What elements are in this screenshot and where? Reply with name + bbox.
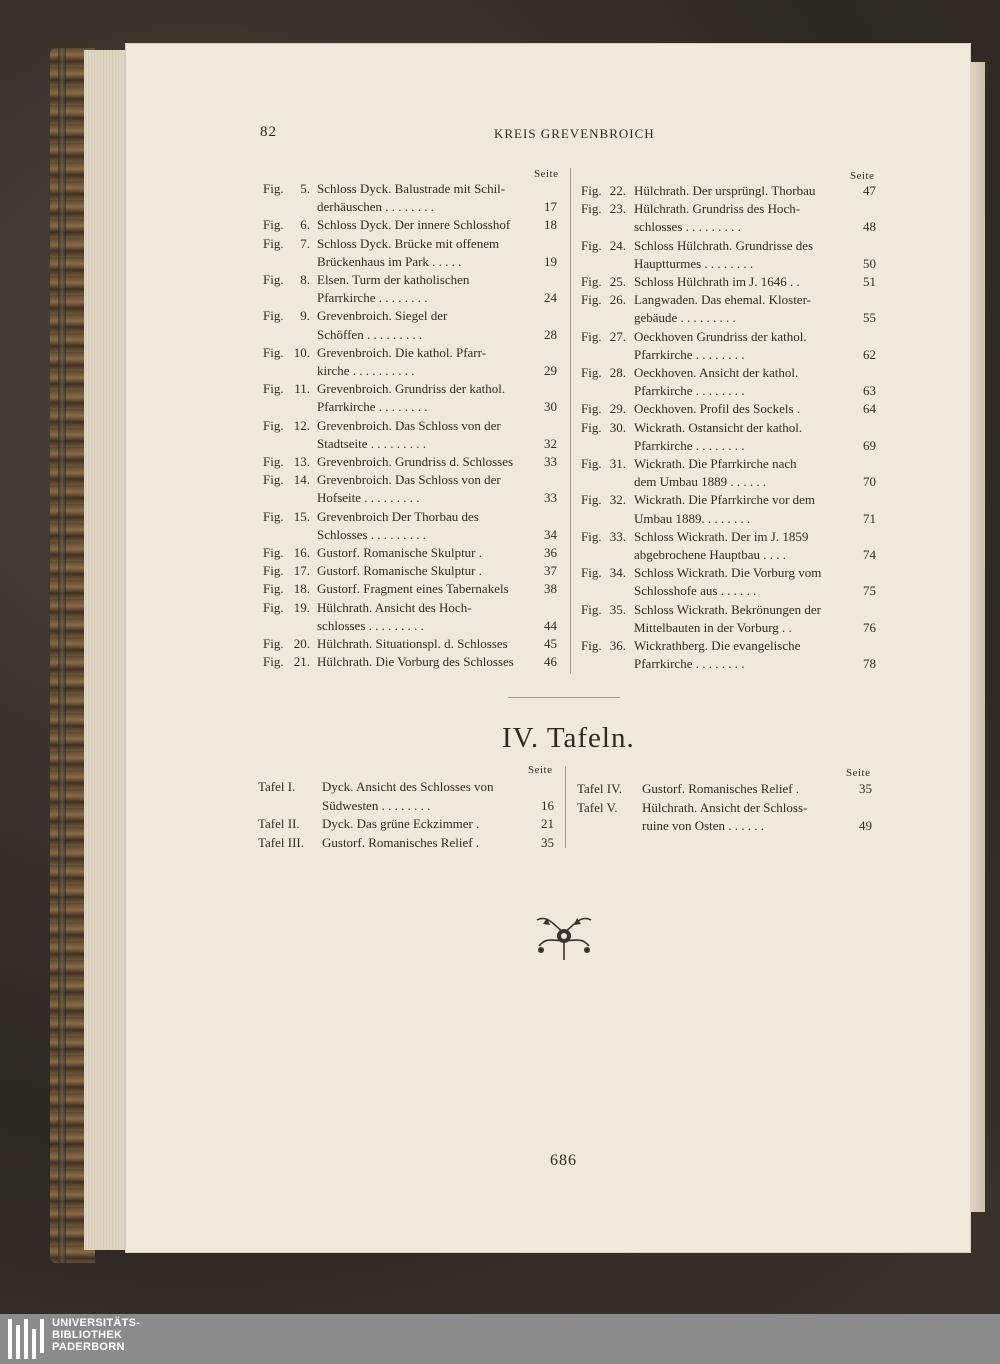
figure-number: 27. [609, 328, 626, 344]
plate-label: Tafel IV. [577, 781, 623, 796]
figure-title-line: Schloss Hülchrath. Grundrisse des [634, 237, 814, 253]
figure-label: Fig. [263, 508, 284, 524]
figure-label: Fig. [581, 492, 602, 508]
figure-page-number: 78 [863, 656, 876, 672]
library-footer-bar [0, 1314, 1000, 1364]
figure-label: Fig. [581, 292, 602, 308]
library-name-line2: BIBLIOTHEK [52, 1329, 123, 1341]
figure-page-number: 70 [863, 474, 876, 490]
figure-label: Fig. [263, 235, 284, 251]
plate-page-number: 35 [541, 834, 554, 850]
figure-number: 5. [300, 181, 310, 196]
library-name-line1: UNIVERSITÄTS- [52, 1317, 141, 1329]
page-edges [84, 50, 130, 1250]
figure-page-number: 46 [544, 654, 557, 670]
figure-page-number: 64 [863, 401, 876, 417]
figure-number: 36. [609, 638, 626, 653]
figure-page-number: 44 [544, 617, 557, 633]
figure-label: Fig. [263, 581, 284, 597]
figure-label: Fig. [581, 274, 602, 289]
figure-label: Fig. [581, 401, 602, 417]
figure-label: Fig. [263, 545, 284, 560]
figure-page-number: 28 [544, 326, 557, 342]
figure-title-line: Oeckhoven Grundriss der kathol. [634, 328, 807, 344]
figure-label: Fig. [263, 344, 284, 360]
figure-label: Fig. [581, 565, 602, 581]
figure-label: Fig. [263, 636, 284, 651]
figure-number: 14. [293, 472, 310, 488]
column-divider [570, 168, 571, 674]
figure-title-line: Schloss Wickrath. Bekrönungen der [634, 601, 821, 617]
figure-label: Fig. [263, 472, 284, 488]
figure-title-line: Schloss Dyck. Balustrade mit Schil- [317, 181, 506, 196]
figure-title-line: gebäude . . . . . . . . . [634, 310, 736, 326]
figure-title-line: Schloss Hülchrath im J. 1646 . . [634, 274, 800, 289]
plate-title-line: ruine von Osten . . . . . . [642, 818, 765, 833]
library-logo-icon [8, 1319, 44, 1359]
library-name [52, 1317, 140, 1353]
section-separator [508, 697, 620, 698]
figure-page-number: 18 [544, 217, 557, 233]
figure-number: 30. [609, 419, 626, 435]
figure-label: Fig. [263, 217, 284, 233]
figure-label: Fig. [263, 417, 284, 433]
figure-number: 6. [300, 217, 310, 233]
figure-label: Fig. [581, 638, 602, 653]
seite-label-left: Seite [534, 168, 559, 180]
figure-number: 18. [293, 581, 310, 597]
figure-number: 9. [300, 308, 310, 324]
figure-title-line: Pfarrkirche . . . . . . . . [634, 383, 745, 399]
figure-number: 17. [293, 563, 310, 579]
figure-title-line: dem Umbau 1889 . . . . . . [634, 474, 767, 490]
figure-page-number: 32 [544, 435, 557, 451]
figure-title-line: Pfarrkirche . . . . . . . . [634, 656, 745, 672]
figure-label: Fig. [581, 183, 602, 198]
figure-page-number: 34 [544, 526, 557, 542]
figure-label: Fig. [581, 365, 602, 380]
figure-title-line: Pfarrkirche . . . . . . . . [317, 399, 428, 415]
figure-label: Fig. [263, 308, 284, 324]
figure-title-line: Pfarrkirche . . . . . . . . [634, 437, 745, 453]
figure-title-line: Wickrath. Ostansicht der kathol. [634, 419, 803, 435]
plate-title-line: Gustorf. Romanisches Relief . [322, 834, 480, 850]
figure-title-line: abgebrochene Hauptbau . . . . [634, 547, 786, 562]
seite-label-right: Seite [850, 170, 875, 182]
figure-page-number: 51 [863, 274, 876, 289]
figure-number: 24. [609, 237, 626, 253]
figure-number: 34. [609, 565, 626, 581]
figure-title-line: schlosses . . . . . . . . . [317, 617, 424, 633]
figure-number: 13. [293, 454, 310, 469]
running-title: KREIS GREVENBROICH [494, 126, 655, 141]
figure-title-line: Schloss Dyck. Der innere Schlosshof [317, 217, 511, 233]
figure-page-number: 45 [544, 636, 557, 651]
figure-number: 7. [300, 235, 310, 251]
figure-title-line: Grevenbroich. Grundriss d. Schlosses [317, 454, 514, 469]
figure-title-line: Hauptturmes . . . . . . . . [634, 255, 754, 271]
figure-number: 28. [609, 365, 626, 380]
figure-page-number: 33 [544, 454, 557, 469]
plate-page-number: 21 [541, 816, 554, 831]
figure-page-number: 37 [544, 563, 557, 579]
figure-page-number: 24 [544, 290, 557, 306]
figure-number: 19. [293, 599, 310, 615]
figure-title-line: kirche . . . . . . . . . . [317, 363, 415, 378]
figure-title-line: Grevenbroich. Das Schloss von der [317, 472, 501, 488]
figure-page-number: 62 [863, 346, 876, 362]
figure-title-line: Wickrath. Die Pfarrkirche nach [634, 456, 797, 471]
figure-number: 26. [609, 292, 626, 308]
plate-page-number: 49 [859, 818, 872, 833]
figure-number: 10. [293, 344, 310, 360]
figure-title-line: Schlosshofe aus . . . . . . [634, 583, 757, 599]
figure-number: 8. [300, 272, 310, 287]
figure-label: Fig. [581, 201, 602, 217]
plates-column-divider [565, 766, 566, 848]
figure-title-line: Grevenbroich. Das Schloss von der [317, 417, 501, 433]
figure-title-line: Grevenbroich Der Thorbau des [317, 508, 479, 524]
plate-title-line: Hülchrath. Ansicht der Schloss- [642, 799, 808, 815]
figure-title-line: Schöffen . . . . . . . . . [317, 326, 423, 342]
figure-title-line: Schloss Wickrath. Der im J. 1859 [634, 528, 809, 544]
figure-page-number: 76 [863, 619, 876, 635]
figure-title-line: Mittelbauten in der Vorburg . . [634, 619, 792, 635]
figure-page-number: 19 [544, 253, 557, 269]
figure-label: Fig. [581, 237, 602, 253]
figure-title-line: Schloss Wickrath. Die Vorburg vom [634, 565, 822, 581]
figure-page-number: 33 [544, 490, 557, 506]
figure-page-number: 55 [863, 310, 876, 326]
figure-title-line: Oeckhoven. Profil des Sockels . [634, 401, 801, 417]
page-number-header: 82 [260, 124, 277, 140]
figure-title-line: Wickrath. Die Pfarrkirche vor dem [634, 492, 816, 508]
figure-title-line: Grevenbroich. Die kathol. Pfarr- [317, 344, 487, 360]
figure-number: 12. [293, 417, 310, 433]
figure-title-line: Gustorf. Fragment eines Tabernakels [317, 581, 509, 597]
figure-title-line: Hülchrath. Ansicht des Hoch- [317, 599, 472, 615]
figure-page-number: 38 [544, 581, 557, 597]
figure-page-number: 47 [863, 183, 876, 198]
figure-title-line: Langwaden. Das ehemal. Kloster- [634, 292, 811, 308]
figure-title-line: Brückenhaus im Park . . . . . [317, 253, 462, 269]
figure-label: Fig. [263, 272, 284, 287]
figure-number: 33. [609, 528, 626, 544]
figure-page-number: 69 [863, 437, 876, 453]
section-title: IV. Tafeln. [502, 722, 635, 754]
figure-label: Fig. [263, 181, 284, 196]
figure-page-number: 36 [544, 545, 557, 560]
figure-title-line: Grevenbroich. Siegel der [317, 308, 448, 324]
figure-number: 23. [609, 201, 626, 217]
figure-title-line: Schlosses . . . . . . . . . [317, 526, 427, 542]
plate-label: Tafel I. [258, 779, 296, 794]
figure-number: 25. [609, 274, 626, 289]
figure-label: Fig. [581, 456, 602, 471]
figure-title-line: Pfarrkirche . . . . . . . . [634, 346, 745, 362]
figure-page-number: 63 [863, 383, 876, 399]
figure-label: Fig. [263, 563, 284, 579]
figure-number: 15. [293, 508, 310, 524]
footer-page-number: 686 [550, 1152, 577, 1169]
plate-title-line: Südwesten . . . . . . . . [322, 797, 431, 813]
figure-number: 29. [609, 401, 626, 417]
figure-title-line: Hülchrath. Situationspl. d. Schlosses [317, 636, 508, 651]
plate-page-number: 16 [541, 797, 554, 813]
ornament-vignette-icon [533, 912, 595, 962]
figure-label: Fig. [263, 599, 284, 615]
figure-number: 11. [294, 381, 310, 397]
figure-page-number: 75 [863, 583, 876, 599]
figure-page-number: 30 [544, 399, 557, 415]
plate-title-line: Dyck. Ansicht des Schlosses von [322, 779, 494, 794]
figure-title-line: derhäuschen . . . . . . . . [317, 199, 434, 215]
plate-title-line: Gustorf. Romanisches Relief . [642, 781, 800, 796]
plate-label: Tafel III. [258, 834, 305, 850]
figure-label: Fig. [581, 528, 602, 544]
plates-seite-label-right: Seite [846, 767, 871, 779]
plate-label: Tafel II. [258, 816, 300, 831]
figure-label: Fig. [263, 454, 284, 469]
figure-page-number: 48 [863, 219, 876, 235]
figure-title-line: Pfarrkirche . . . . . . . . [317, 290, 428, 306]
figure-page-number: 71 [863, 510, 876, 526]
plates-seite-label-left: Seite [528, 764, 553, 776]
figure-title-line: Umbau 1889. . . . . . . . [634, 510, 751, 526]
figure-title-line: Hülchrath. Die Vorburg des Schlosses [317, 654, 514, 670]
figure-title-line: Hülchrath. Der ursprüngl. Thorbau [634, 183, 816, 198]
figure-page-number: 29 [544, 363, 557, 378]
figure-title-line: schlosses . . . . . . . . . [634, 219, 741, 235]
figure-title-line: Oeckhoven. Ansicht der kathol. [634, 365, 799, 380]
figure-title-line: Grevenbroich. Grundriss der kathol. [317, 381, 506, 397]
figure-page-number: 17 [544, 199, 557, 215]
figure-title-line: Wickrathberg. Die evangelische [634, 638, 801, 653]
plate-page-number: 35 [859, 781, 872, 796]
figure-label: Fig. [581, 601, 602, 617]
figure-page-number: 50 [863, 255, 876, 271]
figure-label: Fig. [581, 328, 602, 344]
figure-title-line: Stadtseite . . . . . . . . . [317, 435, 427, 451]
figure-number: 35. [609, 601, 626, 617]
figure-number: 21. [293, 654, 310, 670]
figure-title-line: Hofseite . . . . . . . . . [317, 490, 420, 506]
figure-title-line: Gustorf. Romanische Skulptur . [317, 545, 483, 560]
plate-label: Tafel V. [577, 799, 618, 815]
figure-title-line: Schloss Dyck. Brücke mit offenem [317, 235, 500, 251]
figure-label: Fig. [581, 419, 602, 435]
figure-page-number: 74 [863, 547, 876, 562]
figure-title-line: Gustorf. Romanische Skulptur . [317, 563, 483, 579]
library-name-line3: PADERBORN [52, 1341, 125, 1353]
figure-label: Fig. [263, 654, 284, 670]
figure-number: 22. [609, 183, 626, 198]
figure-number: 16. [293, 545, 310, 560]
figure-number: 32. [609, 492, 626, 508]
figure-number: 20. [293, 636, 310, 651]
figure-title-line: Hülchrath. Grundriss des Hoch- [634, 201, 801, 217]
figure-title-line: Elsen. Turm der katholischen [317, 272, 470, 287]
plate-title-line: Dyck. Das grüne Eckzimmer . [322, 816, 480, 831]
figure-number: 31. [609, 456, 626, 471]
figure-label: Fig. [263, 381, 284, 397]
